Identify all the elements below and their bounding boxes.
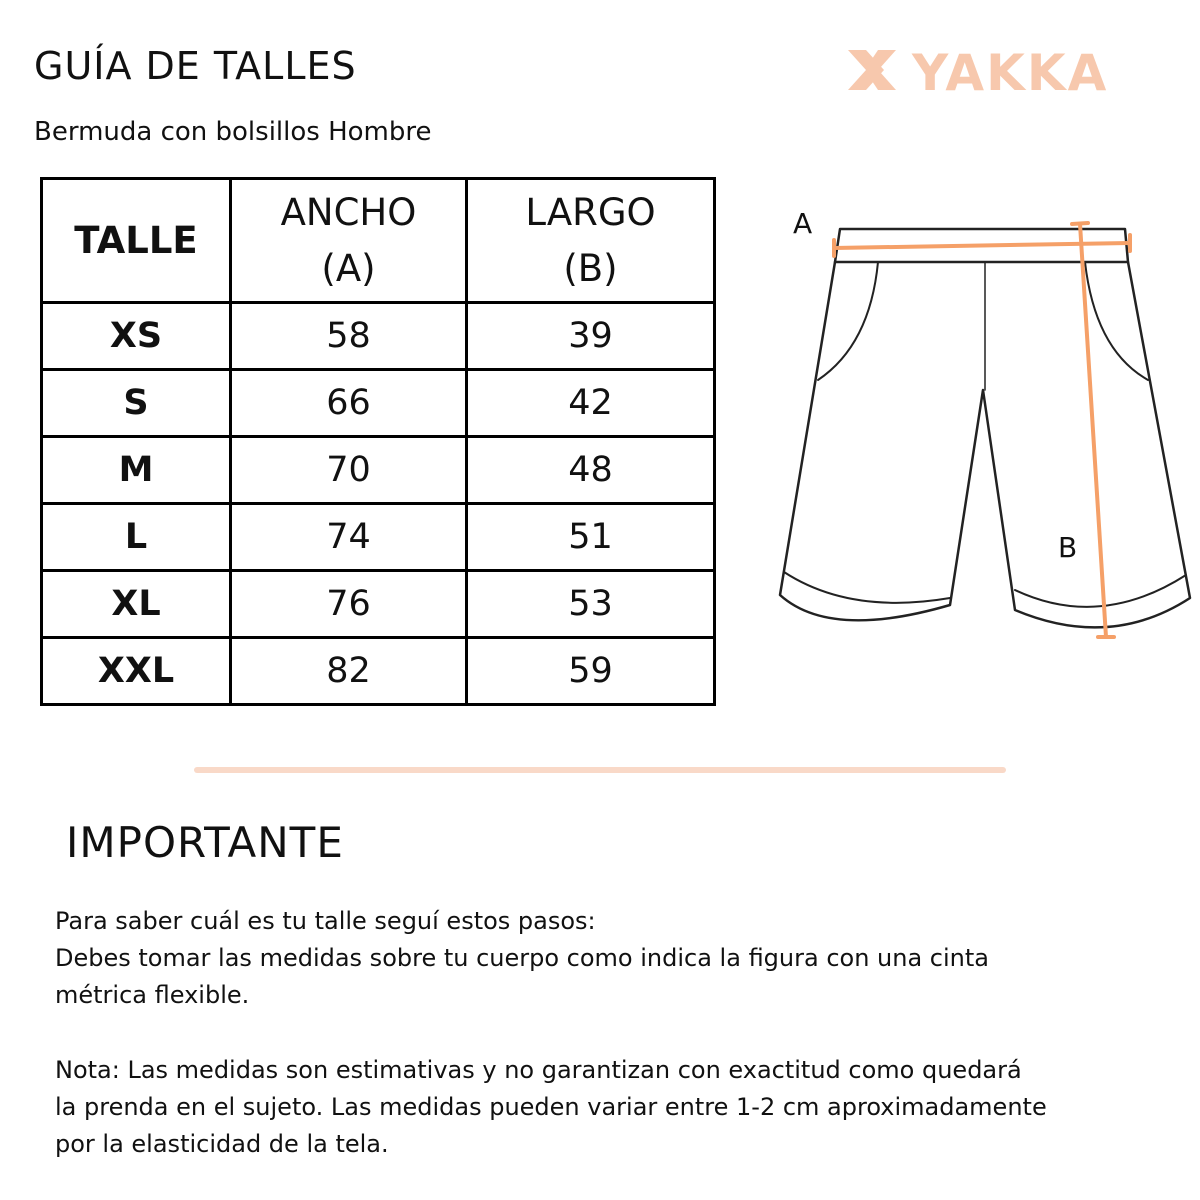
largo-cell: 42 [467,370,715,437]
brand-logo [840,40,1140,100]
ancho-cell: 76 [231,571,467,638]
header-ancho-code: (A) [321,246,376,290]
header-largo-code: (B) [563,246,618,290]
size-table [40,177,716,706]
table-header-row [42,179,715,303]
header-talle [42,179,231,303]
table-row [42,638,715,705]
instructions-line: Para saber cuál es tu talle seguí estos pasos: [55,907,596,935]
table-row [42,303,715,370]
table-row [42,370,715,437]
instructions-line: métrica flexible. [55,981,250,1009]
header-ancho [231,179,467,303]
important-heading: IMPORTANTE [66,818,344,867]
ancho-cell: 82 [231,638,467,705]
page-title: GUÍA DE TALLES [34,44,357,88]
instructions-line: Debes tomar las medidas sobre tu cuerpo como indica la figura con una cinta [55,944,989,972]
table-row [42,504,715,571]
size-cell: XS [42,303,231,370]
largo-cell: 51 [467,504,715,571]
header-ancho-label: ANCHO [280,190,417,234]
table-row [42,571,715,638]
largo-cell: 39 [467,303,715,370]
size-cell: S [42,370,231,437]
brand-logo-text: YAKKA [912,44,1109,100]
measure-lines [834,223,1130,637]
ancho-cell: 74 [231,504,467,571]
size-cell: XXL [42,638,231,705]
label-b: B [1058,531,1078,564]
largo-cell: 48 [467,437,715,504]
section-divider [194,767,1006,773]
size-cell: M [42,437,231,504]
ancho-cell: 70 [231,437,467,504]
note-line: por la elasticidad de la tela. [55,1130,389,1158]
shorts-outline [780,229,1190,627]
ancho-cell: 66 [231,370,467,437]
largo-cell: 59 [467,638,715,705]
note-line: Nota: Las medidas son estimativas y no garantizan con exactitud como quedará [55,1056,1022,1084]
label-a: A [793,207,813,240]
size-cell: L [42,504,231,571]
size-cell: XL [42,571,231,638]
ancho-cell: 58 [231,303,467,370]
shorts-diagram [770,200,1200,660]
note-line: la prenda en el sujeto. Las medidas pueden variar entre 1-2 cm aproximadamente [55,1093,1047,1121]
header-largo-label: LARGO [525,190,656,234]
header-talle-label: TALLE [74,218,198,262]
note-paragraph [55,1052,1165,1163]
largo-cell: 53 [467,571,715,638]
header-largo [467,179,715,303]
product-subtitle: Bermuda con bolsillos Hombre [34,117,432,147]
instructions-paragraph [55,903,1165,1014]
table-row [42,437,715,504]
